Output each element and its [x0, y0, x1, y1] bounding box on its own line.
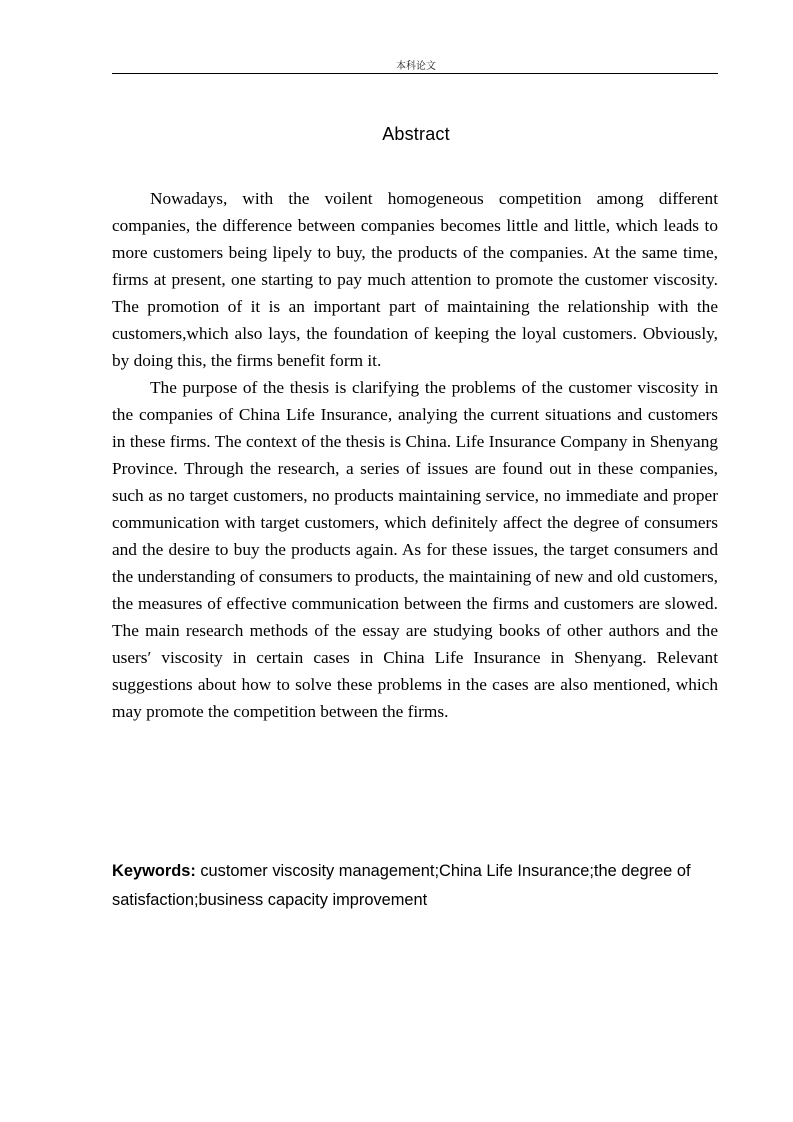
- keywords-label: Keywords:: [112, 862, 196, 880]
- keywords-text: customer viscosity management;China Life Insurance;the degree of satisfaction;business capacity improvement: [112, 862, 691, 909]
- abstract-body: [112, 185, 718, 725]
- abstract-title: Abstract: [382, 124, 450, 144]
- running-header: 本科论文: [396, 61, 436, 72]
- abstract-paragraph-1: Nowadays, with the voilent homogeneous competition among different companies, the difference between companies becomes little and little, which leads to more customers being lipely to buy, the products of the companies. At the same time, firms at present, one starting to pay much attention to promote the customer viscosity. The promotion of it is an important part of maintaining the relationship with the customers,which also lays, the foundation of keeping the loyal customers. Obviously, by doing this, the firms benefit form it.: [112, 189, 718, 370]
- abstract-paragraph-2: The purpose of the thesis is clarifying the problems of the customer viscosity in the companies of China Life Insurance, analying the current situations and customers in these firms. The context of the thesis is China. Life Insurance Company in Shenyang Province. Through the research, a series of issues are found out in these companies, such as no target customers, no products maintaining service, no immediate and proper communication with target customers, which definitely affect the degree of consumers and the desire to buy the products again. As for these issues, the target consumers and the understanding of consumers to products, the maintaining of new and old customers, the measures of effective communication between the firms and customers are slowed. The main research methods of the essay are studying books of other authors and the users′ viscosity in certain cases in China Life Insurance in Shenyang. Relevant suggestions about how to solve these problems in the cases are also mentioned, which may promote the competition between the firms.: [112, 378, 718, 721]
- header-rule: [112, 73, 718, 74]
- keywords-block: [112, 857, 718, 915]
